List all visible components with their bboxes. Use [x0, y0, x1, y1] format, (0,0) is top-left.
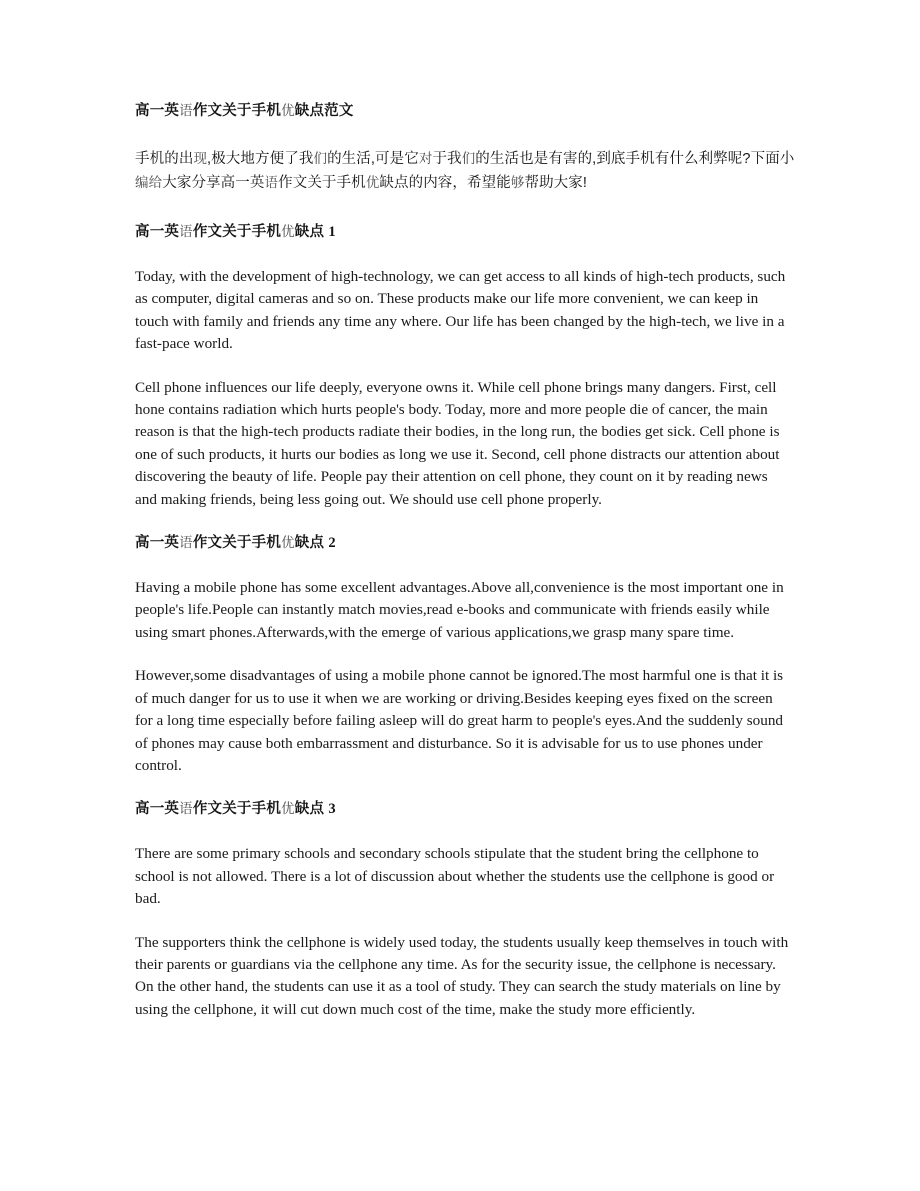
section-3-paragraph-1: There are some primary schools and secondary schools stipulate that the student bring the cellphone to school is not allowed. There is a lot of discussion about whether the students use the cellphone is good or bad. [135, 845, 775, 908]
document-section-3 [135, 798, 790, 1021]
fallback-glyph: 语 [179, 103, 193, 119]
document-section-2 [135, 532, 790, 777]
fallback-glyph: 语 [179, 535, 193, 552]
document-section-1 [135, 221, 790, 511]
section-heading-1: 高一英语作文关于手机优缺点 1 [135, 224, 336, 240]
fallback-glyph: 编 [135, 175, 149, 191]
section-2-paragraph-1: Having a mobile phone has some excellent advantages.Above all,convenience is the most important one in people's life.People can instantly match movies,read e-books and communicate with friends easily while using smart phones.Afterwards,with the emerge of various applications,we grasp many spare time. [135, 579, 784, 641]
fallback-glyph: 对 [418, 151, 433, 167]
fallback-glyph: 优 [365, 175, 380, 191]
section-number: 1 [328, 224, 336, 240]
fallback-glyph: 够 [510, 175, 525, 191]
page-title: 高一英语作文关于手机优缺点范文 [135, 103, 354, 119]
section-heading-2: 高一英语作文关于手机优缺点 2 [135, 535, 336, 552]
fallback-glyph: 给 [148, 175, 163, 191]
section-heading-3: 高一英语作文关于手机优缺点 3 [135, 801, 336, 818]
section-1-paragraph-2: Cell phone influences our life deeply, everyone owns it. While cell phone brings many dangers. First, cell hone contains radiation which hurts people's body. Today, more and more people die of cancer, the main reason is that the high-tech products radiate their bodies, in the long run, the bodies get sick. Cell phone is one of such products, it hurts our bodies as long we use it. Second, cell phone distracts our attention about discovering the beauty of life. People pay their attention on cell phone, they count on it by reading news and making friends, being less going out. We should use cell phone properly. [135, 378, 780, 508]
fallback-glyph: 们 [461, 151, 476, 167]
fallback-glyph: 们 [313, 151, 328, 167]
fallback-glyph: 语 [179, 801, 193, 818]
fallback-glyph: 语 [179, 224, 193, 240]
fallback-glyph: 优 [281, 801, 295, 818]
document-lead-paragraph: 手机的出现,极大地方便了我们的生活,可是它对于我们的生活也是有害的,到底手机有什么利弊呢?下面小编给大家分享高一英语作文关于手机优缺点的内容，希望能够帮助大家! [135, 151, 795, 191]
fallback-glyph: 语 [264, 175, 279, 191]
fallback-glyph: 优 [281, 224, 295, 240]
section-3-paragraph-2: The supporters think the cellphone is widely used today, the students usually keep themselves in touch with their parents or guardians via the cellphone any time. As for the security issue, the cellphone is necessary. On the other hand, the students can use it as a tool of study. They can search the study materials on line by using the cellphone, it will cut down much cost of the time, make the study more efficiently. [135, 933, 789, 1018]
document-body [135, 100, 795, 1021]
fallback-glyph: 现 [193, 151, 208, 167]
fallback-glyph: 优 [281, 103, 295, 119]
fallback-glyph: 优 [281, 535, 295, 552]
section-number: 2 [328, 535, 336, 552]
section-number: 3 [328, 801, 336, 818]
section-2-paragraph-2: However,some disadvantages of using a mobile phone cannot be ignored.The most harmful one is that it is of much danger for us to use it when we are working or driving.Besides keeping eyes fixed on the screen for a long time especially before failing asleep will do great harm to people's eyes.And the suddenly sound of phones may cause both embarrassment and disturbance. So it is advisable for us to use phones under control. [135, 667, 784, 774]
section-1-paragraph-1: Today, with the development of high-technology, we can get access to all kinds of high-tech products, such as computer, digital cameras and so on. These products make our life more convenient, we can keep in touch with family and friends any time any where. Our life has been changed by the high-tech, we live in a fast-pace world. [135, 268, 786, 353]
